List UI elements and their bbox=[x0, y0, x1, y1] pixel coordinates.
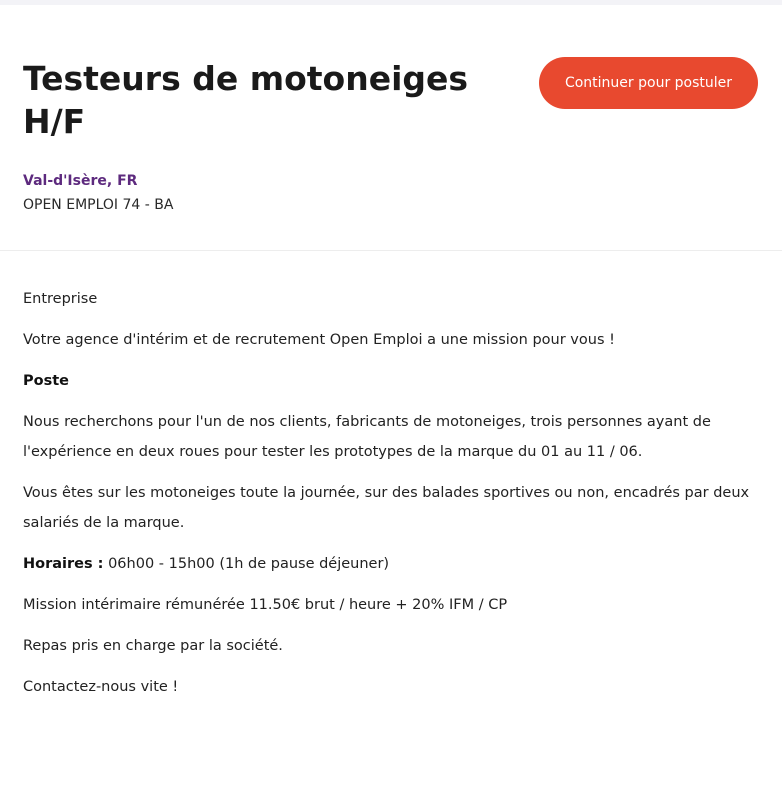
job-title: Testeurs de motoneiges H/F bbox=[23, 59, 469, 141]
job-description bbox=[23, 284, 759, 713]
intro-paragraph: Votre agence d'intérim et de recrutement Open Emploi a une mission pour vous ! bbox=[23, 332, 615, 348]
horaires-value: 06h00 - 15h00 (1h de pause déjeuner) bbox=[103, 556, 390, 572]
horaires-label: Horaires : bbox=[23, 556, 104, 572]
entreprise-heading: Entreprise bbox=[23, 291, 98, 307]
poste-heading: Poste bbox=[23, 373, 69, 389]
activity-paragraph: Vous êtes sur les motoneiges toute la journée, sur des balades sportives ou non, encadrés par deux salariés de la marque. bbox=[23, 485, 750, 531]
poste-heading-row bbox=[23, 366, 759, 396]
job-location: Val-d'Isère, FR bbox=[23, 173, 138, 189]
contact-paragraph: Contactez-nous vite ! bbox=[23, 679, 179, 695]
apply-button[interactable]: Continuer pour postuler bbox=[539, 57, 758, 109]
job-header bbox=[0, 5, 782, 251]
repas-paragraph: Repas pris en charge par la société. bbox=[23, 638, 283, 654]
company-name: OPEN EMPLOI 74 - BA bbox=[23, 197, 174, 213]
poste-paragraph: Nous recherchons pour l'un de nos clients, fabricants de motoneiges, trois personnes ayant de l'expérience en deux roues pour tester les prototypes de la marque du 01 au 11 / 06. bbox=[23, 414, 711, 460]
remuneration-paragraph: Mission intérimaire rémunérée 11.50€ brut / heure + 20% IFM / CP bbox=[23, 597, 508, 613]
horaires-paragraph bbox=[23, 549, 759, 579]
